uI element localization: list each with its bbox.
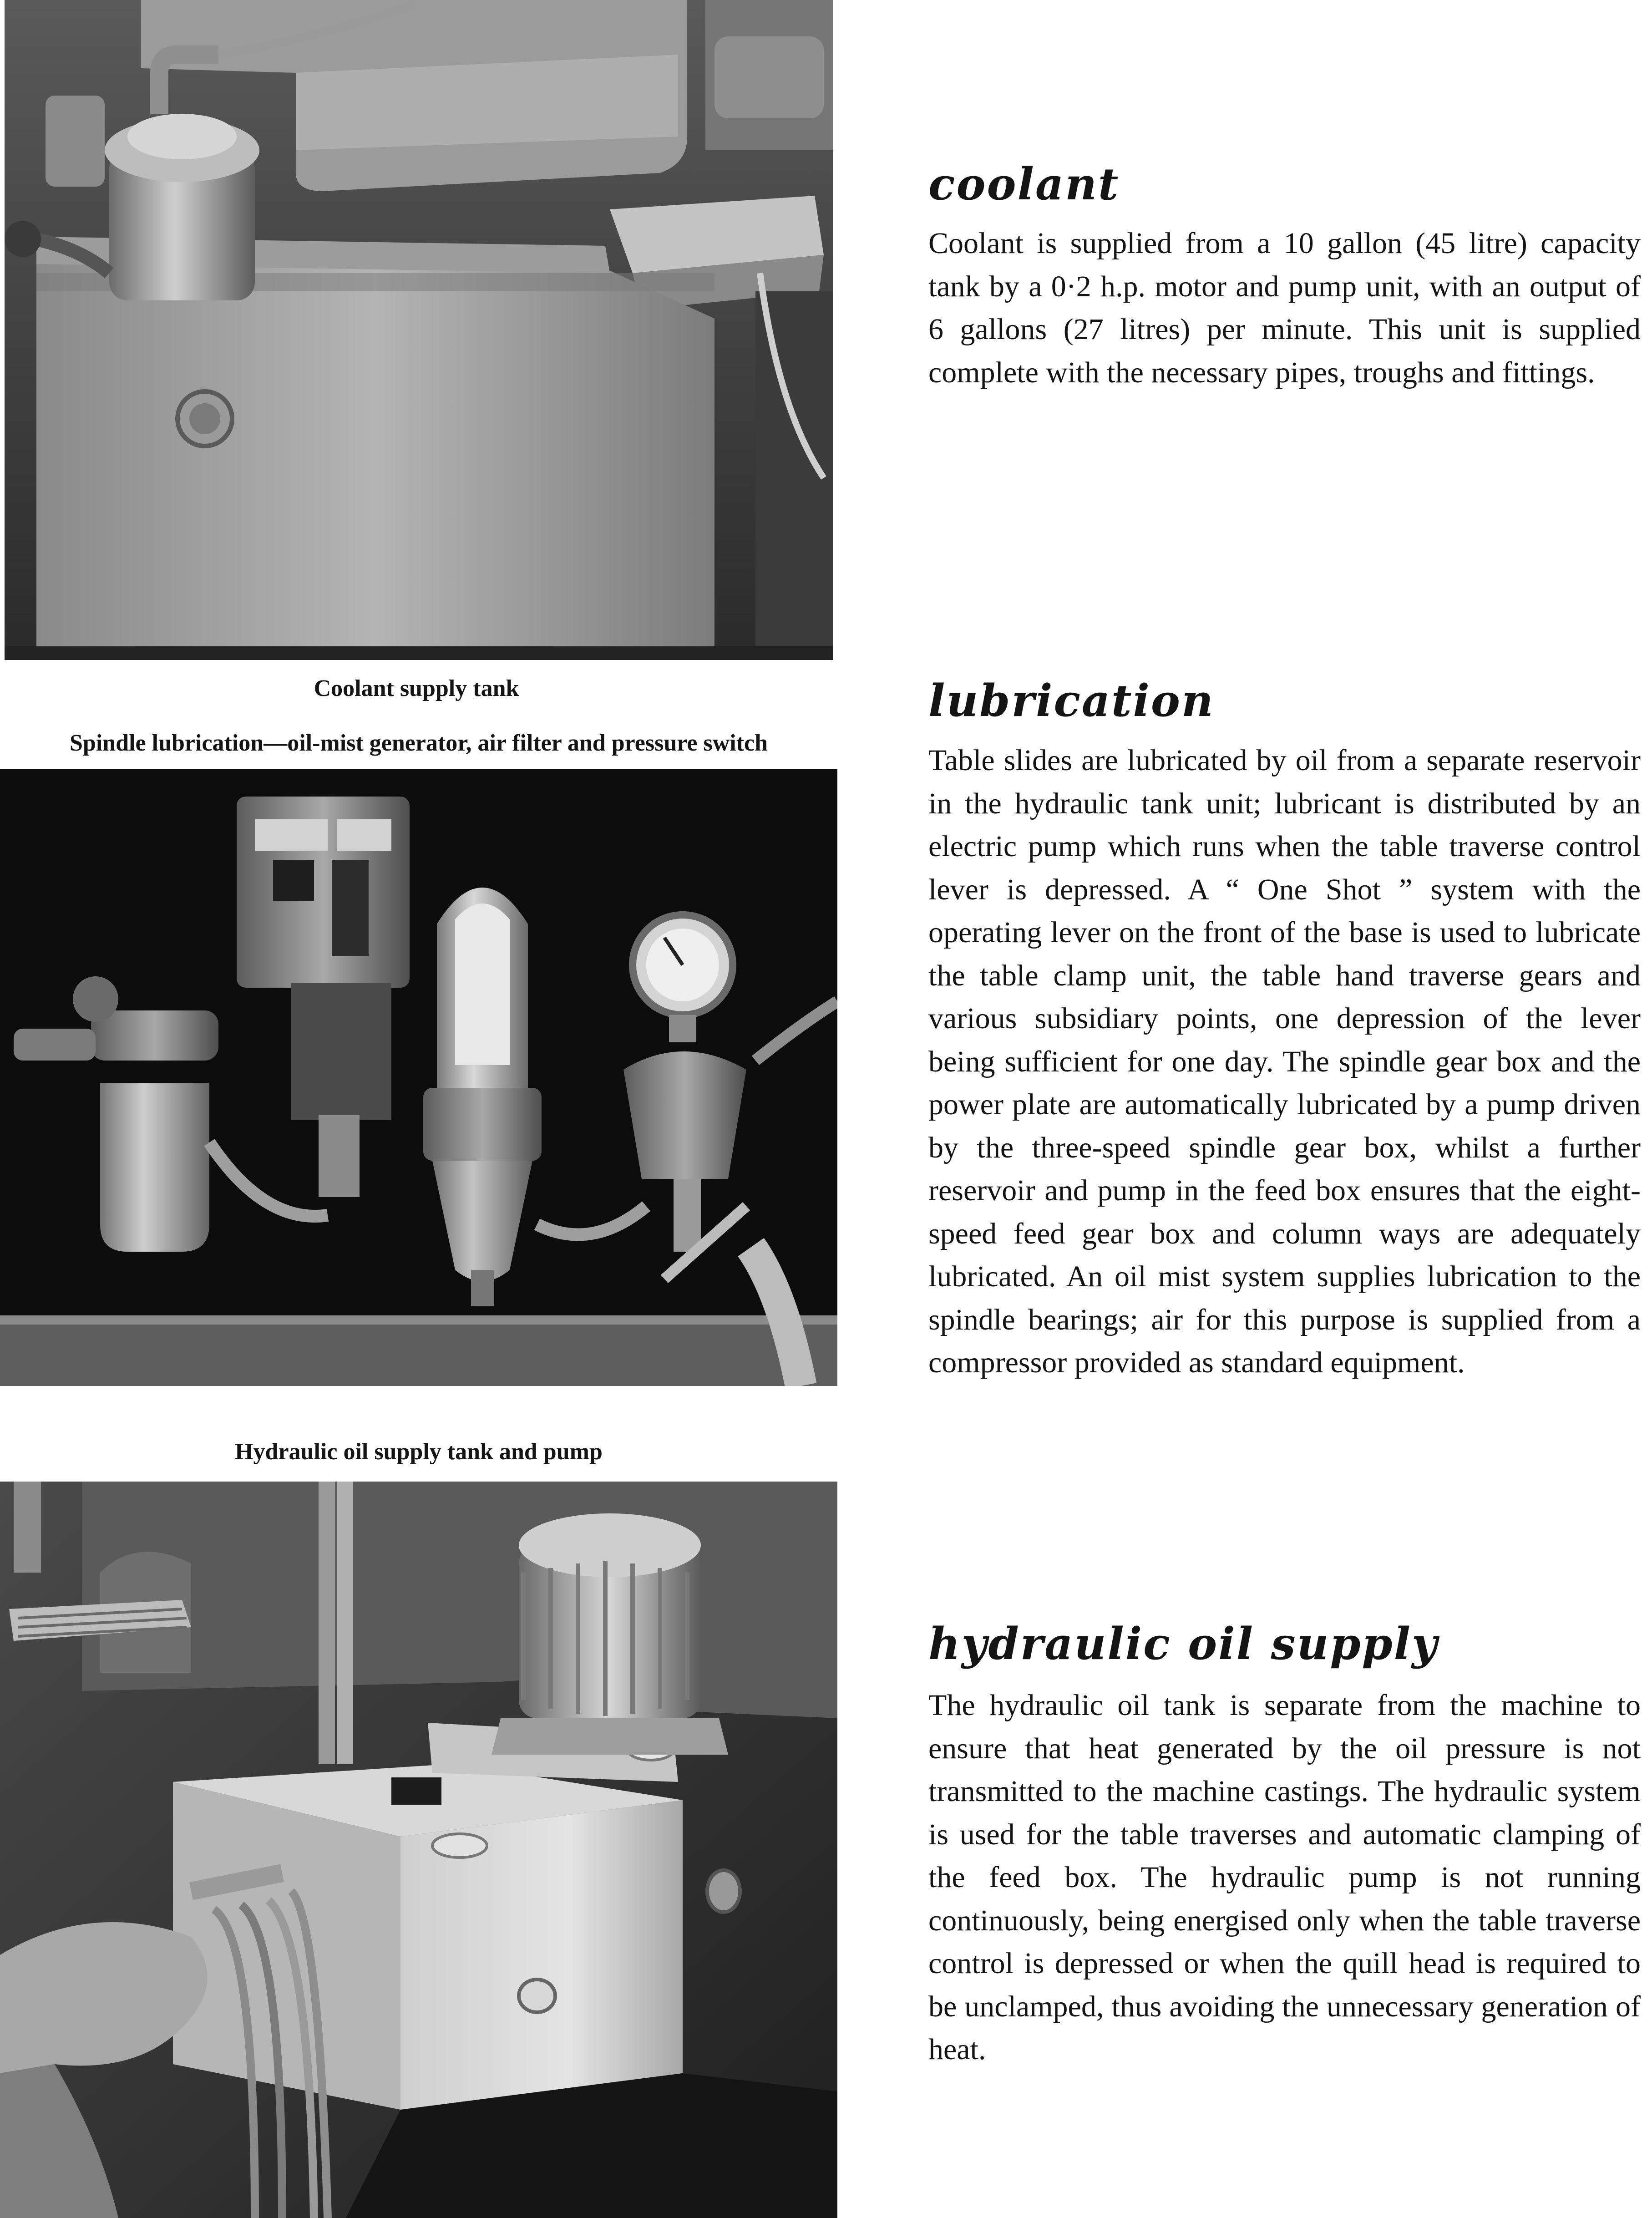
coolant-tank-photo <box>5 0 833 660</box>
coolant-body: Coolant is supplied from a 10 gallon (45 litre) capacity tank by a 0·2 h.p. motor and pump unit, with an output of 6 gallons (27 litres) per minute. This unit is supplied complete with the necessary pipes, troughs and fittings. <box>928 227 1641 389</box>
hydraulic-tank-photo <box>0 1482 837 2218</box>
spindle-lubrication-photo <box>0 769 837 1386</box>
lubrication-body: Table slides are lubricated by oil from a separate reservoir in the hydraulic tank unit; lubricant is distributed by an electric pump which runs when the table traverse control lever is depressed. A “ One Shot ” system with the operating lever on the front of the base is used to lubricate the table clamp unit, the table hand traverse gears and various subsidiary points, one depression of the lever being sufficient for one day. The spindle gear box and the power plate are automatically lubricated by a pump driven by the three-speed spindle gear box, whilst a further reservoir and pump in the feed box ensures that the eight-speed feed gear box and column ways are adequately lubricated. An oil mist system supplies lubrication to the spindle bearings; air for this purpose is supplied from a compressor provided as standard equipment. <box>928 744 1641 1379</box>
spindle-photo-caption: Spindle lubrication—oil-mist generator, air filter and pressure switch <box>69 730 768 756</box>
lubrication-heading: lubrication <box>928 675 1215 726</box>
coolant-heading: coolant <box>928 158 1120 210</box>
coolant-photo-caption: Coolant supply tank <box>314 675 519 701</box>
hydraulic-body: The hydraulic oil tank is separate from the machine to ensure that heat generated by the oil pressure is not transmitted to the machine castings. The hydraulic system is used for the table traverses and automatic clamping of the feed box. The hydraulic pump is not running continuously, being energised only when the table traverse control is depressed or when the quill head is required to be unclamped, thus avoiding the unnecessary generation of heat. <box>928 1689 1641 2066</box>
hydraulic-photo-caption: Hydraulic oil supply tank and pump <box>235 1439 603 1465</box>
hydraulic-heading: hydraulic oil supply <box>928 1618 1439 1670</box>
